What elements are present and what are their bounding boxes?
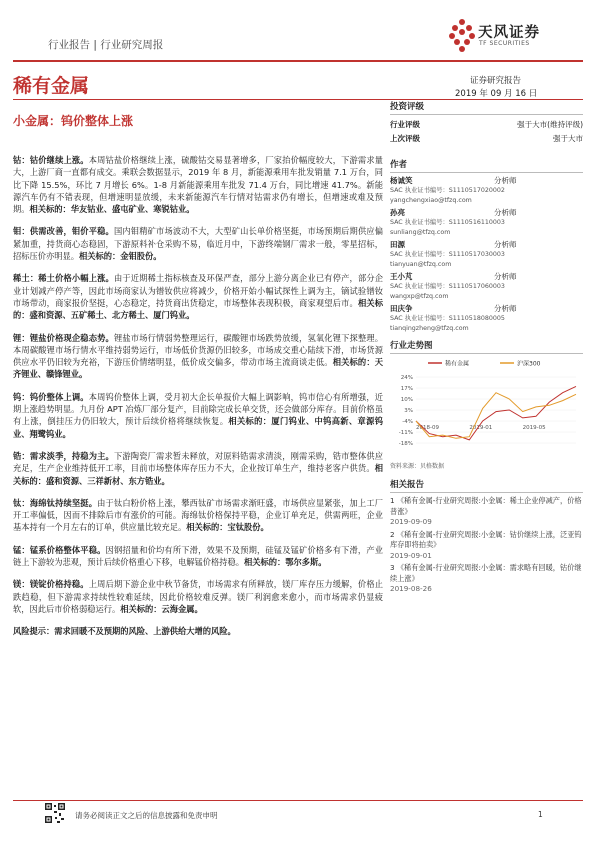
rating-title: 投资评级 <box>390 100 583 115</box>
industry-trend-chart <box>390 357 583 457</box>
para-cobalt: 钴：钴价继续上涨。本周钴盐价格继续上涨，硫酸钴交易显著增多，厂家抬价幅度较大，下游需求量大，上游厂商一直都有成交。乘联会数据显示，2019 年 8 月，新能源乘用车批发销量 7.1 万台，同比下降 15.5%，环比 7 月增长 6%。1-8 月新能源乘用车批发 71.4 万台，同比增速 41.7%。新能源汽车仍有不错表现，但增速明显放缓，未来新能源汽车行情对钴需求仍有增长，但增速或难及预期。相关标的：华友钴业、盛屯矿业、寒锐钴业。 <box>13 155 384 215</box>
para-tungsten: 钨：钨价整体上调。本周钨价整体上调，受月初大企长单报价大幅上调影响，钨市信心有所增强，近期上涨趋势明显。九月份 APT 冶炼厂部分复产，目前除完成长单交货，还会做部分库存。目前价格虽有上涨，倒挂压力仍旧较大，预计后续价格将继续恢复。相关标的：厦门钨业、中钨高新、章源钨业、翔鹭钨业。 <box>13 391 384 439</box>
rating-previous: 上次评级 强于大市 <box>390 134 583 143</box>
report-date: 2019 年 09 月 16 日 <box>455 89 538 99</box>
analyst-name: 田源 <box>390 240 405 249</box>
series-line-csi300 <box>416 393 576 439</box>
analyst-cert: SAC 执业证书编号：S1110517020002 <box>390 187 505 194</box>
analyst-email[interactable]: tianyuan@tfzq.com <box>390 260 452 268</box>
trend-title: 行业走势图 <box>390 339 583 354</box>
y-tick-label: -4% <box>402 419 413 425</box>
sidebar <box>390 100 583 597</box>
analyst-entry <box>390 208 583 237</box>
report-category: 行业报告 | 行业研究周报 <box>48 39 164 51</box>
related-item[interactable]: 2 《稀有金属-行业研究周报:小金属：钴价继续上涨，泛亚钨库存即将拍卖》 2019-09-01 <box>390 529 582 560</box>
authors-list <box>390 176 583 333</box>
analyst-cert: SAC 执业证书编号：S1110518080005 <box>390 315 505 322</box>
report-headline: 小金属：钨价整体上涨 <box>13 114 134 128</box>
y-tick-label: -18% <box>398 441 413 447</box>
footer-disclaimer: 请务必阅读正文之后的信息披露和免责申明 <box>75 811 218 820</box>
para-molybdenum: 钼：供需改善，钼价平稳。国内钼精矿市场波动不大，大型矿山长单价格坚挺，市场预期后期供应偏紧加重，持货商心态稳固，下游原料补仓采购不易，临近月中，下游终端钢厂需求一般，零星招标，招标压价亦明显。相关标的：金钼股份。 <box>13 226 384 262</box>
authors-title: 作者 <box>390 158 583 173</box>
analyst-email[interactable]: wangxp@tfzq.com <box>390 292 449 300</box>
analyst-role: 分析师 <box>494 304 517 313</box>
analyst-cert: SAC 执业证书编号：S1110517060003 <box>390 283 505 290</box>
header-rule <box>13 60 583 62</box>
para-manganese: 锰：锰系价格整体平稳。因钢招量和价均有所下滑，效果不及预期，硅锰及锰矿价格多有下滑，产业链上下游较为悲观，预计后续价格重心下移，电解锰价格持稳。相关标的：鄂尔多斯。 <box>13 544 384 568</box>
analyst-role: 分析师 <box>494 208 517 217</box>
analyst-cert: SAC 执业证书编号：S1110516110003 <box>390 219 505 226</box>
footer-rule <box>13 800 583 801</box>
page-number: 1 <box>538 810 543 819</box>
y-tick-label: 3% <box>404 408 413 414</box>
brand-name: 天风证券 <box>478 25 540 41</box>
tf-logo-icon <box>448 18 476 54</box>
analyst-email[interactable]: sunliang@tfzq.com <box>390 228 451 236</box>
y-tick-label: 17% <box>400 386 413 392</box>
legend-label: 沪深300 <box>517 360 541 368</box>
y-tick-label: 10% <box>400 397 413 403</box>
qr-code-icon <box>44 802 66 824</box>
sector-title: 稀有金属 <box>13 75 90 97</box>
analyst-role: 分析师 <box>494 272 517 281</box>
analyst-email[interactable]: yangchengxiao@tfzq.com <box>390 196 472 204</box>
legend-label: 稀有金属 <box>445 360 470 368</box>
para-magnesium: 镁：镁锭价格持稳。上周后期下游企业中秋节备货，市场需求有所释放，镁厂库存压力缓解，价格止跌趋稳，但下游需求持续性较难延续，因此价格较难反弹。镁厂利润愈来愈小，而市场需求仍显疲软，因此后市价格弱稳运行。相关标的：云海金属。 <box>13 579 384 614</box>
x-tick-label: 2018-09 <box>416 424 439 431</box>
analyst-entry <box>390 240 583 269</box>
brand-name-en: TF SECURITIES <box>479 40 530 47</box>
analyst-name: 田庆争 <box>390 304 413 313</box>
x-tick-label: 2019-05 <box>522 424 546 431</box>
related-item[interactable]: 1 《稀有金属-行业研究周报:小金属：稀土企业停减产，价格普涨》 2019-09-09 <box>390 496 582 526</box>
x-tick-label: 2019-01 <box>469 424 493 431</box>
analyst-cert: SAC 执业证书编号：S1110517030003 <box>390 251 505 258</box>
y-tick-label: 24% <box>400 375 413 381</box>
analyst-entry <box>390 304 583 333</box>
report-type: 证券研究报告 <box>470 76 522 86</box>
chart-source: 资料来源：贝格数据 <box>390 463 445 470</box>
analyst-name: 杨诚笑 <box>390 176 413 185</box>
analyst-email[interactable]: tianqingzheng@tfzq.com <box>390 324 469 332</box>
y-tick-label: -11% <box>398 430 413 436</box>
analyst-name: 王小芃 <box>390 272 413 281</box>
analyst-entry <box>390 272 583 301</box>
para-lithium: 锂：锂盐价格现企稳态势。锂盐市场行情弱势整理运行，碳酸锂市场跌势放缓，氢氧化锂下探整理。本周碳酸锂市场行情水平维持弱势运行，市场低价货源仍旧较多，市场成交重心陆续下滑，市场货源供应水平仍旧较为充裕，下游压价情绪明显，低价成交偏多，带动市场主流商谈走低。相关标的：天齐锂业、赣锋锂业。 <box>13 332 384 380</box>
para-titanium: 钛：海绵钛持续坚挺。由于钛白粉价格上涨，攀西钛矿市场需求渐旺盛，市场供应显紧张，加上工厂开工率偏低，因而不排除后市有涨价的可能。海绵钛价格保持平稳，企业订单充足，供需两旺，企业基本持有一个月左右的订单，供应量比较充足。相关标的：宝钛股份。 <box>13 497 384 533</box>
analyst-entry <box>390 176 583 205</box>
para-rare-earth: 稀土：稀土价格小幅上涨。由于近期稀土指标核查及环保严查，部分上游分离企业已有停产，部分企业计划减产停产等，因此市场商家认为镨钕供应将减少，价格开始小幅试探性上调为主，镝试验镨钕市场带动，商家报价坚挺，心态稳定，持货商出货稳定，市场整体表现积极，商家观望后市。相关标的：盛和资源、五矿稀土、北方稀土、厦门钨业。 <box>13 273 384 321</box>
para-zirconium: 锆：需求淡季，持稳为主。下游陶瓷厂需求暂未释放，对原料锆需求清淡，刚需采购，锆市整体供应充足，生产企业维持低开工率，目前市场整体库存压力不大，企业按订单生产，维持老客户供货。相关标的：盛和资源、三祥新材、东方锆业。 <box>13 450 384 486</box>
analyst-role: 分析师 <box>494 176 517 185</box>
analyst-name: 孙亮 <box>390 208 405 217</box>
analyst-role: 分析师 <box>494 240 517 249</box>
related-title: 相关报告 <box>390 478 583 493</box>
related-item[interactable]: 3 《稀有金属-行业研究周报:小金属：需求略有回暖，钴价继续上涨》 2019-08-26 <box>390 563 582 593</box>
rating-industry: 行业评级 强于大市(维持评级) <box>390 120 583 129</box>
main-body <box>13 154 383 648</box>
para-risk: 风险提示：需求回暖不及预期的风险、上游供给大增的风险。 <box>13 626 236 637</box>
brand-logo <box>448 18 558 58</box>
